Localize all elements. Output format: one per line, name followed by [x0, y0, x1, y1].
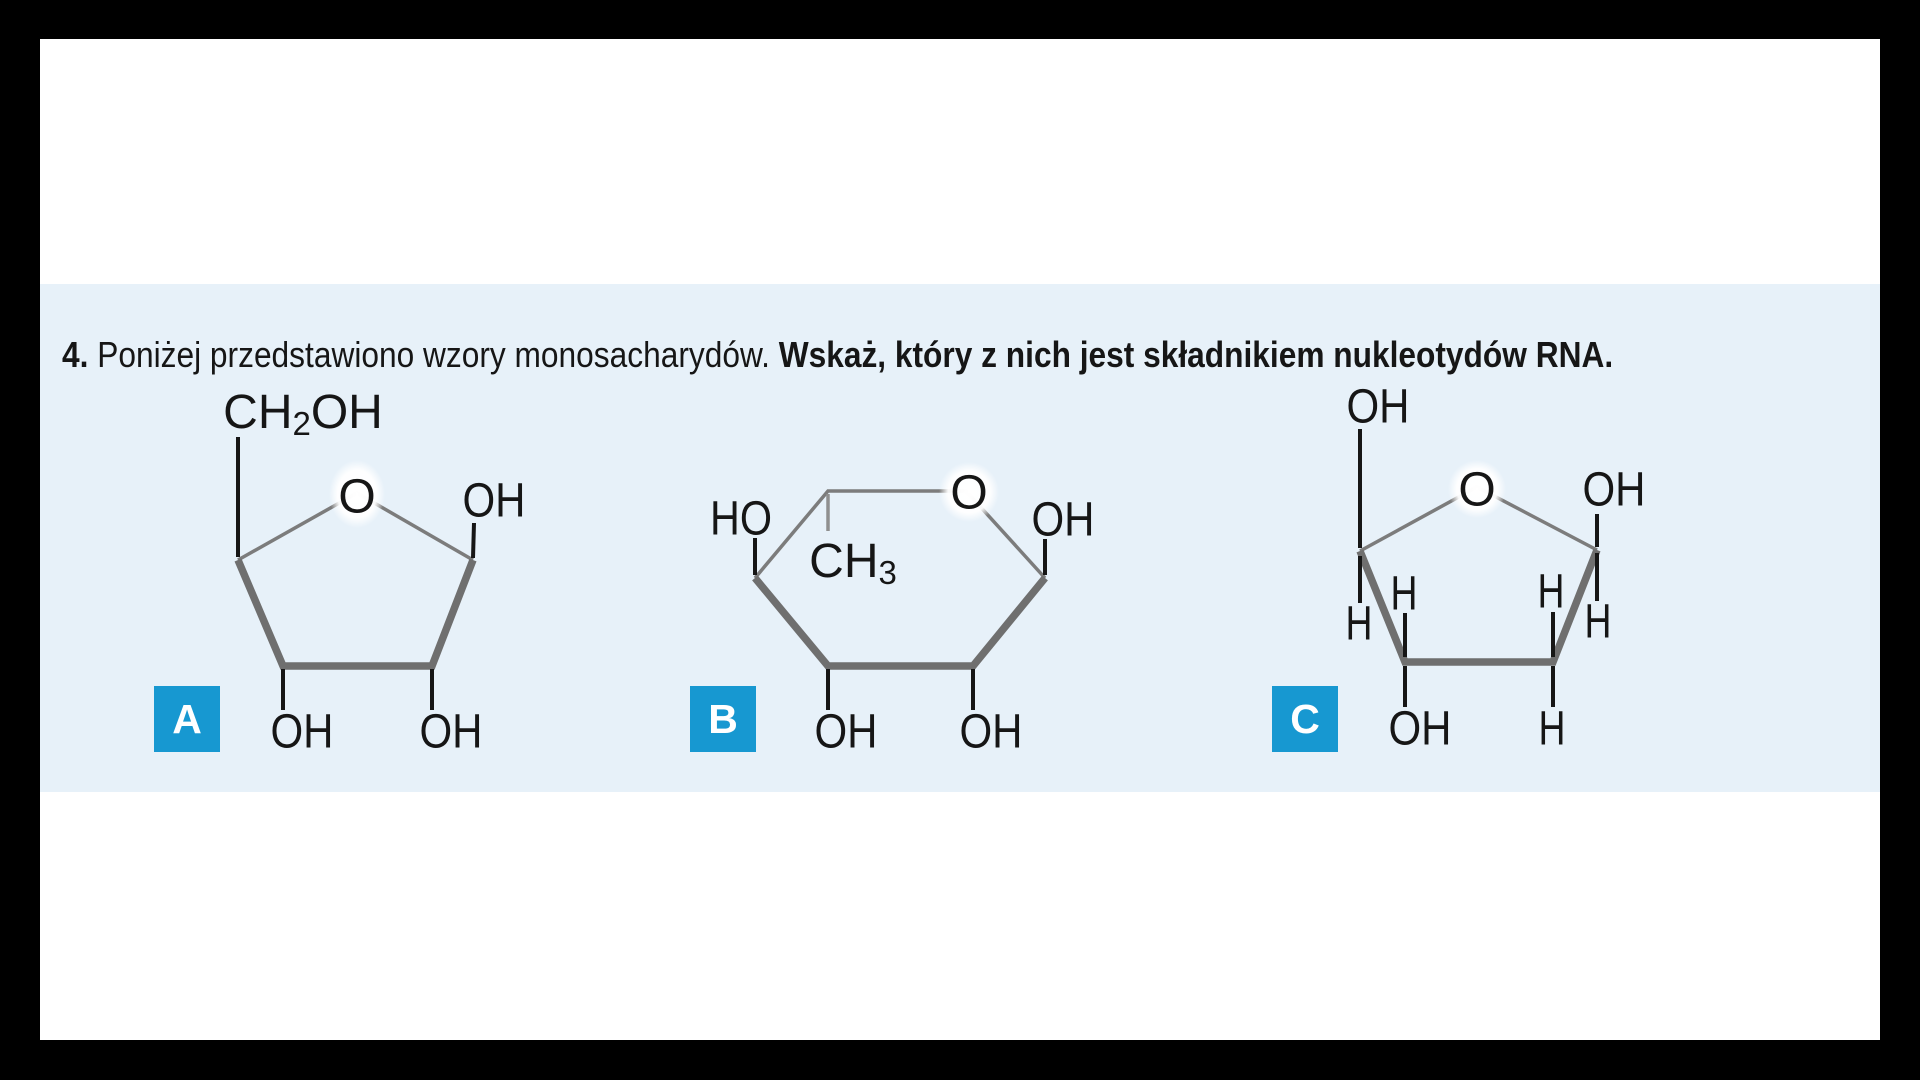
label-ring-oxygen: O [1458, 463, 1496, 517]
question-number: 4. [62, 334, 89, 375]
choice-badge-a[interactable]: A [154, 686, 220, 752]
structure-b [710, 462, 1095, 759]
label-oh: OH [419, 705, 483, 759]
ring-back-edges [755, 491, 1045, 578]
label-h: H [1584, 595, 1612, 649]
label-h: H [1345, 597, 1373, 651]
label-ring-oxygen: O [950, 466, 988, 520]
label-oh: OH [1388, 702, 1452, 756]
label-oh: OH [462, 474, 526, 528]
question-task: Wskaż, który z nich jest składnikiem nukleotydów RNA. [778, 334, 1614, 375]
label-ch2oh [223, 386, 383, 442]
substituent-bonds [755, 538, 1045, 710]
ring-front-edges [755, 578, 1045, 666]
choice-badge-c[interactable]: C [1272, 686, 1338, 752]
label-h: H [1390, 567, 1418, 621]
structure-c [1346, 381, 1646, 756]
label-ch3 [809, 535, 897, 591]
label-ring-oxygen: O [338, 470, 376, 524]
label-oh: OH [1031, 493, 1095, 547]
label-oh: OH [959, 705, 1023, 759]
ring-front-edges [238, 560, 473, 666]
label-oh: OH [270, 705, 334, 759]
label-oh: OH [1582, 463, 1646, 517]
label-h: H [1537, 565, 1565, 619]
choice-badge-b[interactable]: B [690, 686, 756, 752]
label-part: OH [310, 385, 383, 439]
label-oh: OH [814, 705, 878, 759]
question-intro: Poniżej przedstawiono wzory monosacharydów. [97, 334, 770, 375]
structure-a [223, 386, 525, 759]
label-part: CH [809, 534, 879, 588]
subscript: 2 [292, 404, 311, 442]
label-part: CH [223, 385, 293, 439]
label-h: H [1538, 702, 1566, 756]
bond-line [473, 523, 474, 558]
label-oh: OH [1346, 380, 1410, 434]
subscript: 3 [878, 553, 897, 591]
label-ho: HO [710, 492, 772, 546]
